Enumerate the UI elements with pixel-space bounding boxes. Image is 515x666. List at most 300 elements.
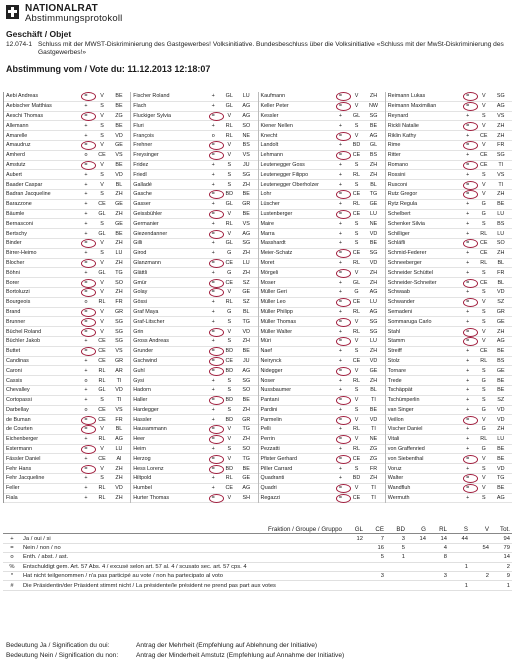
vote-mark: = <box>461 142 475 148</box>
vote-mark: = <box>206 231 220 237</box>
canton-code: GR <box>242 201 251 208</box>
member-name: Freysinger <box>133 152 159 159</box>
group-code: S <box>227 387 232 394</box>
vote-mark: = <box>206 260 220 266</box>
canton-code: BE <box>242 465 250 472</box>
group-code: RL <box>225 122 233 129</box>
canton-code: ZG <box>115 112 123 119</box>
vote-mark: + <box>466 357 470 364</box>
canton-code: ZH <box>369 377 378 384</box>
group-code: V <box>481 475 486 482</box>
member-name: Gschwind <box>133 357 157 364</box>
group-code: RL <box>353 426 360 433</box>
member-row <box>131 102 257 112</box>
member-row <box>4 494 130 504</box>
vote-mark: = <box>461 280 475 286</box>
group-code: V <box>481 338 486 345</box>
member-row <box>131 425 257 435</box>
group-code: V <box>481 299 486 306</box>
group-code: BD <box>352 142 361 149</box>
member-row <box>386 298 512 308</box>
group-code: V <box>481 122 486 129</box>
canton-code: LU <box>115 250 123 257</box>
member-name: Eichenberger <box>6 436 39 443</box>
vote-mark: = <box>206 348 220 354</box>
group-code: S <box>227 181 232 188</box>
member-name: Rytz Regula <box>387 201 418 208</box>
vote-mark: = <box>461 338 475 344</box>
canton-code: SO <box>242 122 251 129</box>
group-code: S <box>481 367 486 374</box>
canton-code: BE <box>497 446 505 453</box>
group-code: GL <box>98 269 106 276</box>
vote-mark: + <box>338 142 343 149</box>
group-code: V <box>227 289 232 296</box>
group-code: RL <box>353 446 360 453</box>
member-name: Masshardt <box>260 240 286 247</box>
group-code: GL <box>225 201 233 208</box>
summary-row <box>3 571 512 580</box>
vote-mark: + <box>466 250 470 257</box>
member-name: Pfister Gerhard <box>260 455 298 462</box>
summary-key: + <box>3 534 21 543</box>
member-row <box>386 92 512 102</box>
vote-mark: o <box>84 377 88 384</box>
summary-value: 44 <box>449 534 470 543</box>
group-code: S <box>100 122 104 129</box>
canton-code: BL <box>370 181 377 188</box>
member-row <box>259 376 385 386</box>
canton-code: SZ <box>497 299 505 306</box>
member-row <box>131 445 257 455</box>
canton-code: ZH <box>242 338 250 345</box>
group-code: V <box>227 210 232 217</box>
vote-mark: + <box>84 132 88 139</box>
group-code: RL <box>98 436 106 443</box>
member-row <box>4 229 130 239</box>
group-code: V <box>100 465 104 472</box>
canton-code: BL <box>370 387 377 394</box>
canton-code: VD <box>115 171 123 178</box>
vote-mark: + <box>84 338 88 345</box>
group-code: GL <box>98 230 106 237</box>
group-code: V <box>100 289 104 296</box>
vote-mark: + <box>338 112 343 119</box>
member-row <box>4 464 130 474</box>
canton-code: ZH <box>115 289 123 296</box>
canton-code: GE <box>496 367 505 374</box>
canton-code: ZH <box>369 93 378 100</box>
member-row <box>259 435 385 445</box>
group-code: V <box>354 485 359 492</box>
summary-value <box>407 581 428 590</box>
summary-value <box>449 553 470 562</box>
member-row <box>4 415 130 425</box>
member-row <box>4 308 130 318</box>
member-name: Bertschy <box>6 230 27 237</box>
member-row <box>4 190 130 200</box>
summary-value <box>344 571 365 580</box>
canton-code: VD <box>242 328 250 335</box>
group-code: V <box>100 279 104 286</box>
group-code: S <box>354 181 359 188</box>
member-name: Quadranti <box>260 475 285 482</box>
member-row <box>386 161 512 171</box>
vote-mark: + <box>338 387 343 394</box>
member-row <box>259 484 385 494</box>
member-row <box>131 170 257 180</box>
summary-value <box>344 562 365 571</box>
vote-mark: + <box>211 103 215 110</box>
member-name: Germanier <box>133 220 159 227</box>
canton-code: VD <box>115 387 123 394</box>
member-name: Veillon <box>387 416 404 423</box>
group-code: RL <box>98 377 106 384</box>
member-name: Mörgeli <box>260 269 279 276</box>
member-row <box>131 151 257 161</box>
member-name: Voruz <box>387 465 402 472</box>
group-code: CE <box>352 455 361 462</box>
summary-value: 7 <box>365 534 386 543</box>
canton-code: NE <box>242 132 250 139</box>
canton-code: VD <box>497 406 505 413</box>
vote-mark: + <box>211 308 215 315</box>
member-row <box>386 210 512 220</box>
group-code: V <box>481 142 486 149</box>
group-code: V <box>100 259 104 266</box>
member-name: Fridez <box>133 161 149 168</box>
summary-value: 14 <box>407 534 428 543</box>
summary-value <box>470 553 491 562</box>
member-name: Baader Caspar <box>6 181 43 188</box>
member-name: Schwaab <box>387 289 410 296</box>
summary-value: 79 <box>491 543 512 552</box>
member-row <box>259 239 385 249</box>
member-name: Sommaruga Carlo <box>387 318 432 325</box>
group-code: RL <box>353 201 360 208</box>
member-row <box>131 268 257 278</box>
vote-mark: + <box>338 465 343 472</box>
member-name: Schläfli <box>387 240 406 247</box>
member-name: Stamm <box>387 338 405 345</box>
member-name: Müri <box>260 338 271 345</box>
vote-column <box>3 92 130 503</box>
summary-value <box>407 553 428 562</box>
member-name: Chevalley <box>6 387 30 394</box>
summary-value: 3 <box>386 534 407 543</box>
member-row <box>4 474 130 484</box>
member-row <box>259 366 385 376</box>
member-name: Quadri <box>260 485 277 492</box>
summary-value <box>428 562 449 571</box>
canton-code: LU <box>370 210 377 217</box>
member-row <box>259 190 385 200</box>
summary-value <box>470 534 491 543</box>
member-row <box>259 121 385 131</box>
vote-mark: = <box>206 289 220 295</box>
member-name: Marra <box>260 230 275 237</box>
group-code: RL <box>225 132 233 139</box>
group-code: V <box>481 191 486 198</box>
member-row <box>4 484 130 494</box>
vote-mark: + <box>84 455 88 462</box>
group-code: S <box>227 406 232 413</box>
business-description <box>6 41 509 56</box>
canton-code: ZH <box>115 475 123 482</box>
group-code: S <box>227 338 232 345</box>
member-row <box>386 170 512 180</box>
group-code: S <box>481 171 486 178</box>
canton-code: AG <box>496 495 505 502</box>
vote-mark: + <box>338 406 343 413</box>
canton-code: VS <box>497 112 505 119</box>
group-code: RL <box>480 357 488 364</box>
group-code: RL <box>353 308 360 315</box>
member-row <box>259 210 385 220</box>
member-row <box>131 376 257 386</box>
vote-mark: = <box>334 319 348 325</box>
member-row <box>386 494 512 504</box>
member-row <box>386 308 512 318</box>
member-name: Schneeberger <box>387 259 422 266</box>
canton-code: ZH <box>497 250 505 257</box>
summary-value <box>428 581 449 590</box>
summary-row <box>3 562 512 571</box>
member-name: Tornare <box>387 367 407 374</box>
member-row <box>386 435 512 445</box>
canton-code: AG <box>242 367 251 374</box>
group-code: RL <box>353 171 360 178</box>
canton-code: VS <box>497 171 505 178</box>
vote-mark: = <box>334 299 348 305</box>
canton-code: ZH <box>497 132 505 139</box>
member-row <box>386 406 512 416</box>
member-row <box>4 121 130 131</box>
vote-mark: = <box>461 485 475 491</box>
member-row <box>131 249 257 259</box>
member-row <box>131 337 257 347</box>
member-row <box>386 190 512 200</box>
member-row <box>131 484 257 494</box>
member-name: Moret <box>260 259 275 266</box>
vote-mark: = <box>79 417 93 423</box>
group-header: S <box>449 525 470 534</box>
member-row <box>4 288 130 298</box>
member-row <box>259 308 385 318</box>
member-name: Bourgeois <box>6 299 31 306</box>
member-row <box>4 259 130 269</box>
group-code: CE <box>352 210 361 217</box>
member-row <box>131 308 257 318</box>
member-row <box>4 396 130 406</box>
member-row <box>259 317 385 327</box>
vote-mark: + <box>211 338 215 345</box>
vote-mark: + <box>338 279 343 286</box>
canton-code: BL <box>115 181 123 188</box>
canton-code: ZH <box>369 171 378 178</box>
canton-code: AG <box>369 308 378 315</box>
member-row <box>4 131 130 141</box>
group-code: S <box>100 220 104 227</box>
vote-mark: = <box>461 191 475 197</box>
summary-value <box>386 571 407 580</box>
member-name: Aebi Andreas <box>6 93 39 100</box>
member-name: Hardegger <box>133 406 159 413</box>
group-code: BD <box>352 475 361 482</box>
member-row <box>131 131 257 141</box>
canton-code: GE <box>242 289 251 296</box>
canton-code: VD <box>369 259 378 266</box>
member-name: Fässler Daniel <box>6 455 41 462</box>
member-name: Brunner <box>6 318 26 325</box>
canton-code: ZH <box>115 259 123 266</box>
vote-mark: = <box>461 162 475 168</box>
member-name: Rutz Gregor <box>387 191 418 198</box>
vote-mark: = <box>461 103 475 109</box>
group-header: BD <box>386 525 407 534</box>
vote-mark: + <box>338 201 343 208</box>
vote-mark: + <box>338 259 343 266</box>
group-code: RL <box>480 436 488 443</box>
canton-code: ZH <box>242 436 250 443</box>
summary-key: # <box>3 581 21 590</box>
member-row <box>4 445 130 455</box>
group-code: V <box>227 426 232 433</box>
group-code: GL <box>352 112 361 119</box>
summary-key: * <box>3 571 21 580</box>
vote-mark: = <box>461 329 475 335</box>
summary-value: 5 <box>365 553 386 562</box>
group-code: G <box>354 289 359 296</box>
member-name: Parmelin <box>260 416 282 423</box>
summary-value: 3 <box>365 571 386 580</box>
vote-mark: + <box>84 475 88 482</box>
member-name: Herzog <box>133 455 151 462</box>
vote-mark: + <box>466 171 470 178</box>
group-code: GL <box>225 240 233 247</box>
group-code: CE <box>98 201 106 208</box>
member-name: Brand <box>6 308 21 315</box>
canton-code: TG <box>369 191 378 198</box>
vote-column <box>130 92 257 503</box>
group-code: BD <box>225 416 233 423</box>
canton-code: LU <box>370 338 377 345</box>
vote-mark: = <box>79 289 93 295</box>
summary-value <box>386 562 407 571</box>
vote-mark: + <box>84 122 88 129</box>
canton-code: ZH <box>497 426 505 433</box>
canton-code: GE <box>369 201 378 208</box>
canton-code: ZH <box>242 269 250 276</box>
member-name: Meier-Schatz <box>260 250 293 257</box>
canton-code: GE <box>496 318 505 325</box>
vote-mark: + <box>338 161 343 168</box>
group-code: V <box>100 318 104 325</box>
vote-mark: + <box>211 220 215 227</box>
group-code: S <box>354 348 359 355</box>
summary-value <box>344 581 365 590</box>
member-name: Vischer Daniel <box>387 426 423 433</box>
member-name: Aebischer Matthias <box>6 103 52 110</box>
group-code: BD <box>225 465 233 472</box>
canton-code: SG <box>369 328 378 335</box>
member-row <box>4 347 130 357</box>
vote-mark: = <box>206 113 220 119</box>
vote-mark: + <box>84 210 88 217</box>
member-name: van Singer <box>387 406 414 413</box>
canton-code: VD <box>115 485 123 492</box>
vote-mark: + <box>211 240 215 247</box>
canton-code: ZH <box>369 269 378 276</box>
canton-code: ZH <box>115 240 123 247</box>
member-name: Leutenegger Oberholzer <box>260 181 319 188</box>
canton-code: AG <box>369 289 378 296</box>
canton-code: BE <box>242 191 250 198</box>
member-name: Kaufmann <box>260 93 286 100</box>
member-name: Schwander <box>387 299 415 306</box>
group-code: S <box>227 161 232 168</box>
group-code: G <box>481 377 486 384</box>
canton-code: VD <box>369 416 378 423</box>
canton-code: FR <box>115 416 123 423</box>
member-name: Regazzi <box>260 495 280 502</box>
group-code: S <box>100 103 104 110</box>
canton-code: AR <box>115 367 123 374</box>
group-header: G <box>407 525 428 534</box>
vote-mark: = <box>334 133 348 139</box>
member-row <box>4 170 130 180</box>
member-name: de Courten <box>6 426 33 433</box>
canton-code: VD <box>497 465 505 472</box>
vote-mark: + <box>211 299 215 306</box>
group-code: G <box>481 446 486 453</box>
vote-mark: + <box>466 318 470 325</box>
canton-code: LU <box>497 436 505 443</box>
business-label: Geschäft / Objet <box>6 29 72 39</box>
summary-value <box>344 543 365 552</box>
vote-mark: + <box>466 377 470 384</box>
member-name: Giezendanner <box>133 230 168 237</box>
member-row <box>131 190 257 200</box>
member-name: Pardini <box>260 406 278 413</box>
group-code: G <box>227 269 232 276</box>
member-row <box>386 386 512 396</box>
member-row <box>4 268 130 278</box>
summary-value <box>407 562 428 571</box>
member-row <box>259 494 385 504</box>
group-code: G <box>481 201 486 208</box>
canton-code: ZH <box>497 122 505 129</box>
group-code: S <box>100 132 104 139</box>
group-code: V <box>100 308 104 315</box>
member-row <box>386 102 512 112</box>
group-code: CE <box>225 485 233 492</box>
summary-table <box>3 525 512 591</box>
member-name: de Buman <box>6 416 31 423</box>
member-row <box>386 317 512 327</box>
group-code: CE <box>225 259 233 266</box>
member-row <box>4 102 130 112</box>
member-name: Hassler <box>133 416 152 423</box>
footer-text: Antrag der Minderheit Amstutz (Empfehlung auf Annahme der Initiative) <box>136 652 345 659</box>
summary-row <box>3 581 512 590</box>
member-row <box>131 229 257 239</box>
member-row <box>131 327 257 337</box>
group-code: S <box>100 250 104 257</box>
member-row <box>131 347 257 357</box>
canton-code: ZH <box>242 181 250 188</box>
summary-value: 8 <box>428 553 449 562</box>
